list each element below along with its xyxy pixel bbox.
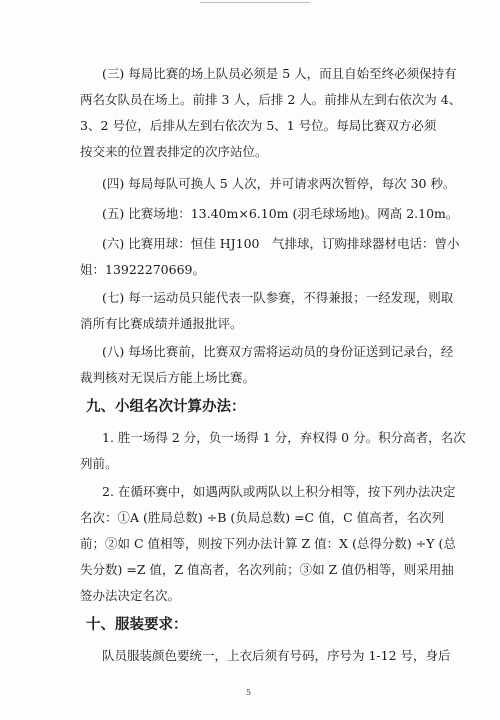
paragraph-3-line-3: 3、2 号位，后排从左到右依次为 5、1 号位。每局比赛双方必须 <box>80 118 437 133</box>
paragraph-3-line-2: 两名女队员在场上。前排 3 人，后排 2 人。前排从左到右依次为 4、 <box>80 92 462 107</box>
rule-1-line-1: 1. 胜一场得 2 分，负一场得 1 分，弃权得 0 分。积分高者，名次 <box>102 430 466 445</box>
page-number: 5 <box>246 688 252 697</box>
paragraph-8-line-1: (八) 每场比赛前，比赛双方需将运动员的身份证送到记录台，经 <box>102 344 454 359</box>
paragraph-6-line-1: (六) 比赛用球：恒佳 HJ100 气排球，订购排球器材电话：曾小 <box>102 236 460 251</box>
rule-2-line-3: 前；②如 C 值相等，则按下列办法计算 Z 值：X (总得分数) ÷Y (总 <box>80 536 456 551</box>
paragraph-7-line-2: 消所有比赛成绩并通报批评。 <box>80 316 243 331</box>
section-10-heading: 十、服装要求： <box>86 617 188 633</box>
paragraph-3-line-4: 按交来的位置表排定的次序站位。 <box>80 144 268 159</box>
section-9-heading: 九、小组名次计算办法： <box>86 399 246 415</box>
paragraph-4: (四) 每局每队可换人 5 人次，并可请求两次暂停，每次 30 秒。 <box>102 176 456 191</box>
rule-2-line-5: 签办法决定名次。 <box>80 588 181 603</box>
rule-2-line-4: 失分数) =Z 值，Z 值高者，名次列前；③如 Z 值仍相等，则采用抽 <box>80 562 454 577</box>
rule-2-line-2: 名次：①A (胜局总数) ÷B (负局总数) =C 值，C 值高者，名次列 <box>80 510 445 525</box>
uniform-paragraph-line-1: 队员服装颜色要统一，上衣后须有号码，序号为 1-12 号，身后 <box>102 648 451 663</box>
rule-1-line-2: 列前。 <box>80 456 118 471</box>
paragraph-5: (五) 比赛场地：13.40m×6.10m (羽毛球场地)。网高 2.10m。 <box>102 206 459 221</box>
paragraph-7-line-1: (七) 每一运动员只能代表一队参赛，不得兼报；一经发现，则取 <box>102 290 454 305</box>
paragraph-3-line-1: (三) 每局比赛的场上队员必须是 5 人，而且自始至终必须保持有 <box>102 66 457 81</box>
paragraph-6-line-2: 姐：13922270669。 <box>80 262 205 277</box>
scan-edge-line <box>200 2 310 3</box>
paragraph-8-line-2: 裁判核对无误后方能上场比赛。 <box>80 370 256 385</box>
rule-2-line-1: 2. 在循环赛中，如遇两队或两队以上积分相等，按下列办法决定 <box>102 484 456 499</box>
